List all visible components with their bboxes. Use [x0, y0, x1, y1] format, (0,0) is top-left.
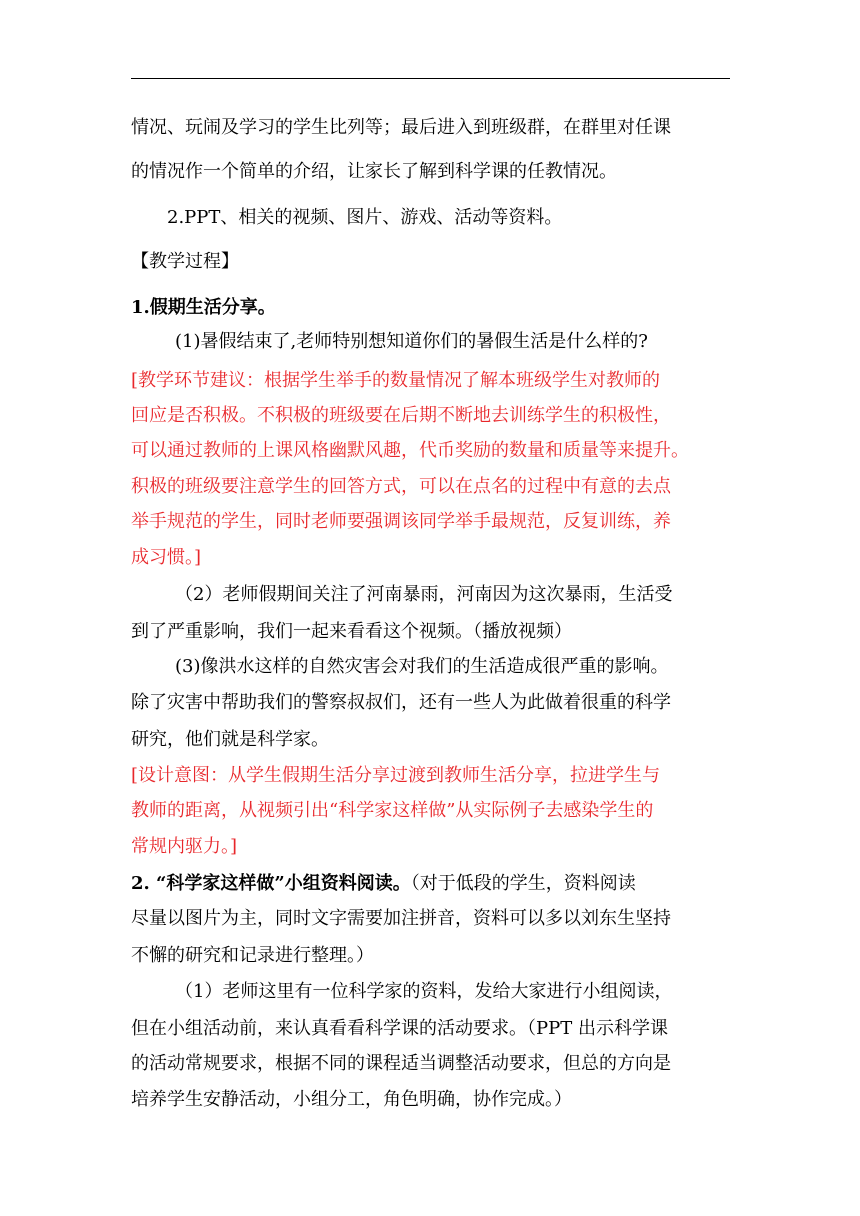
body-line: 尽量以图片为主，同时文字需要加注拼音，资料可以多以刘东生坚持 — [131, 908, 671, 929]
step-heading-1: 1.假期生活分享。 — [131, 297, 276, 318]
teaching-suggestion: 可以通过教师的上课风格幽默风趣，代币奖励的数量和质量等来提升。 — [131, 440, 689, 461]
body-line: 的活动常规要求，根据不同的课程适当调整活动要求，但总的方向是 — [131, 1053, 671, 1074]
header-rule — [131, 78, 730, 79]
step-1-3: (3)像洪水这样的自然灾害会对我们的生活造成很严重的影响。 — [175, 656, 669, 677]
teaching-suggestion: 积极的班级要注意学生的回答方式，可以在点名的过程中有意的去点 — [131, 476, 671, 497]
section-heading-teaching-process: 【教学过程】 — [131, 251, 239, 272]
step-heading-2: 2. “科学家这样做”小组资料阅读。 — [131, 873, 411, 894]
teaching-suggestion: 成习惯。] — [131, 547, 202, 568]
body-line: 除了灾害中帮助我们的警察叔叔们，还有一些人为此做着很重的科学 — [131, 692, 671, 713]
body-line: 不懈的研究和记录进行整理。） — [131, 945, 374, 966]
step-1-2: （2）老师假期间关注了河南暴雨，河南因为这次暴雨，生活受 — [175, 584, 673, 605]
design-intent: 教师的距离，从视频引出“科学家这样做”从实际例子去感染学生的 — [131, 800, 654, 821]
step-1-1: (1)暑假结束了,老师特别想知道你们的暑假生活是什么样的? — [175, 331, 648, 352]
design-intent: 常规内驱力。] — [131, 836, 238, 857]
body-line: 情况、玩闹及学习的学生比列等；最后进入到班级群，在群里对任课 — [131, 117, 671, 138]
step-heading-2-line — [131, 872, 636, 896]
step-2-1: （1）老师这里有一位科学家的资料，发给大家进行小组阅读， — [175, 981, 673, 1002]
teaching-suggestion: [教学环节建议：根据学生举手的数量情况了解本班级学生对教师的 — [131, 370, 661, 391]
body-line: 到了严重影响，我们一起来看看这个视频。（播放视频） — [131, 621, 572, 642]
body-line: 但在小组活动前，来认真看看科学课的活动要求。（PPT 出示科学课 — [131, 1018, 668, 1039]
step-2-note: （对于低段的学生，资料阅读 — [410, 873, 636, 894]
teaching-suggestion: 回应是否积极。不积极的班级要在后期不断地去训练学生的积极性， — [131, 405, 671, 426]
teaching-suggestion: 举手规范的学生，同时老师要强调该同学举手最规范，反复训练，养 — [131, 511, 671, 532]
body-line: 培养学生安静活动，小组分工，角色明确，协作完成。） — [131, 1089, 572, 1110]
materials-item: 2.PPT、相关的视频、图片、游戏、活动等资料。 — [167, 207, 563, 228]
design-intent: [设计意图：从学生假期生活分享过渡到教师生活分享，拉进学生与 — [131, 765, 661, 786]
body-line: 研究，他们就是科学家。 — [131, 729, 329, 750]
body-line: 的情况作一个简单的介绍，让家长了解到科学课的任教情况。 — [131, 161, 617, 182]
